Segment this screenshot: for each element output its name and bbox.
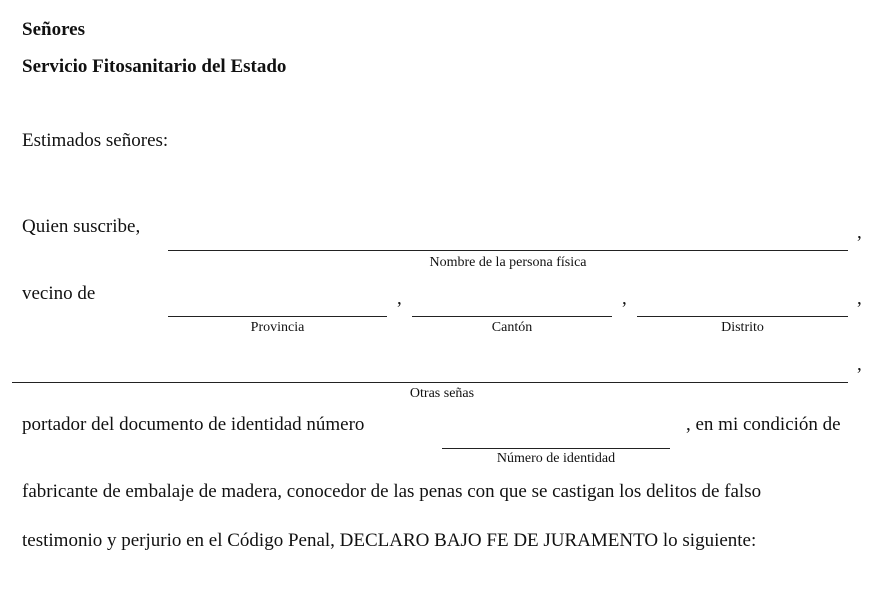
comma: , — [397, 288, 402, 309]
comma: , — [857, 222, 862, 243]
greeting: Estimados señores: — [22, 130, 169, 151]
canton-caption: Cantón — [491, 320, 533, 335]
comma: , — [857, 354, 862, 375]
district-caption: Distrito — [721, 320, 764, 335]
comma: , — [857, 288, 862, 309]
id-number-caption: Número de identidad — [496, 451, 616, 466]
province-caption: Provincia — [250, 320, 305, 335]
recipient-institution: Servicio Fitosanitario del Estado — [22, 56, 287, 77]
other-signs-caption: Otras señas — [409, 386, 475, 401]
province-line[interactable] — [168, 316, 387, 317]
subscriber-label: Quien suscribe, — [22, 216, 141, 237]
declaration-line-2: testimonio y perjurio en el Código Penal, DECLARO BAJO FE DE JURAMENTO lo siguiente: — [22, 530, 757, 551]
comma: , — [622, 288, 627, 309]
recipient-title: Señores — [22, 19, 85, 40]
subscriber-name-line[interactable] — [168, 250, 848, 251]
district-line[interactable] — [637, 316, 848, 317]
id-label: portador del documento de identidad número — [22, 414, 365, 435]
canton-line[interactable] — [412, 316, 612, 317]
other-signs-line[interactable] — [12, 382, 848, 383]
subscriber-name-caption: Nombre de la persona física — [429, 255, 587, 270]
declaration-line-1: fabricante de embalaje de madera, conocedor de las penas con que se castigan los delitos de falso — [22, 481, 762, 502]
condition-text: , en mi condición de — [686, 414, 841, 435]
id-number-line[interactable] — [442, 448, 670, 449]
neighbor-label: vecino de — [22, 283, 96, 304]
